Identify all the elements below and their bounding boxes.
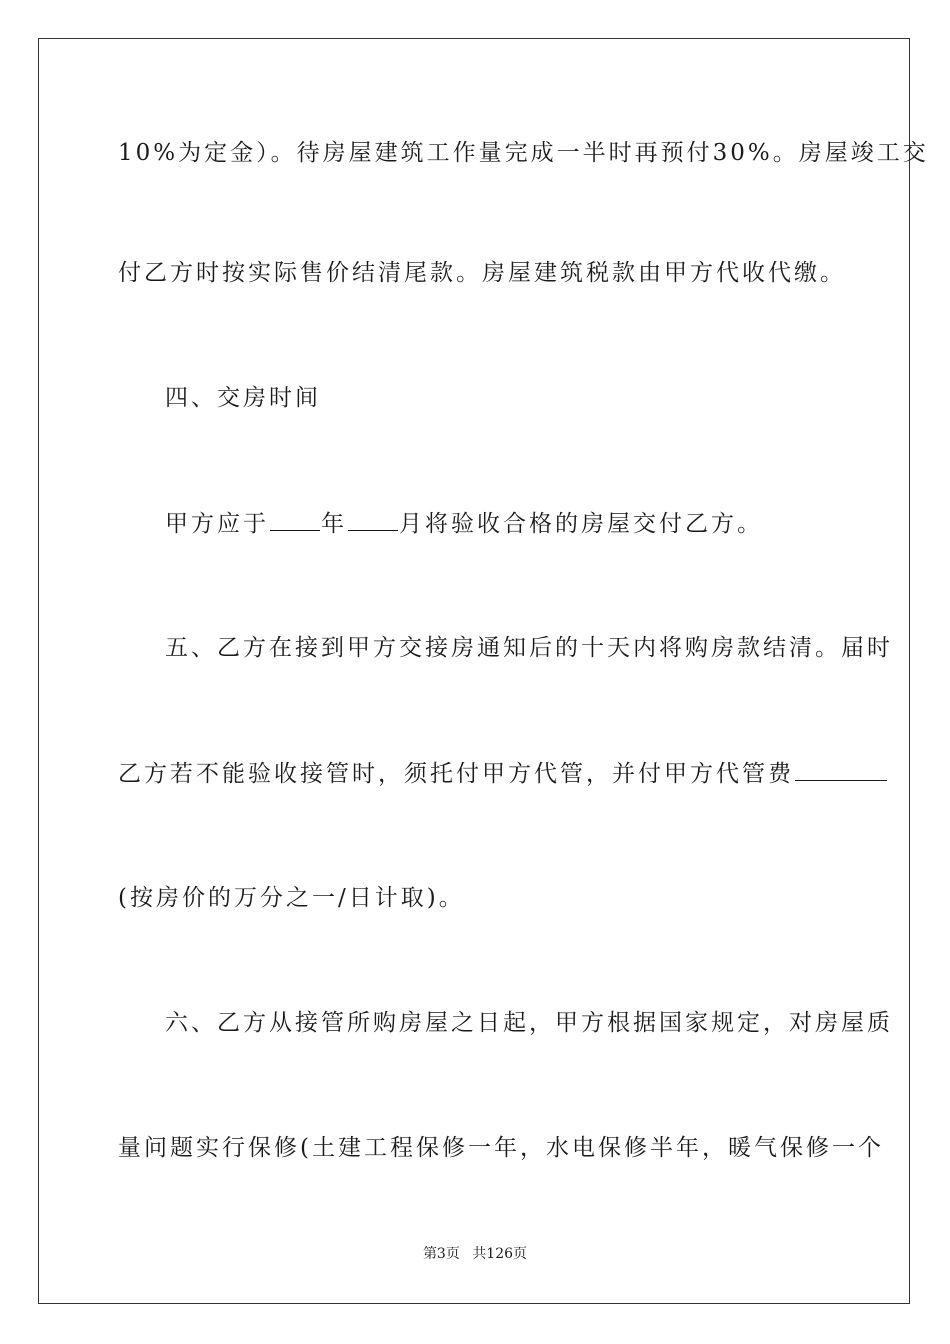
paragraph-line-1: 10%为定金）。待房屋建筑工作量完成一半时再预付30%。房屋竣工交 [118, 140, 929, 166]
paragraph-line-2: 付乙方时按实际售价结清尾款。房屋建筑税款由甲方代收代缴。 [118, 260, 846, 286]
page-number: 第3页 [422, 1246, 460, 1262]
page-border [38, 38, 929, 1304]
paragraph-line-6 [118, 758, 834, 789]
paragraph-line-8: 六、乙方从接管所购房屋之日起，甲方根据国家规定，对房屋质 [165, 1010, 893, 1036]
page-total: 共126页 [472, 1246, 528, 1262]
paragraph-line-7: (按房价的万分之一/日计取)。 [118, 885, 465, 911]
year-blank [270, 508, 320, 531]
page-footer [0, 1245, 950, 1263]
delivery-text-c: 月将验收合格的房屋交付乙方。 [399, 511, 763, 537]
custody-fee-text: 乙方若不能验收接管时，须托付甲方代管，并付甲方代管费 [118, 761, 794, 787]
custody-fee-blank [795, 758, 887, 781]
paragraph-line-5: 五、乙方在接到甲方交接房通知后的十天内将购房款结清。届时 [165, 635, 893, 661]
paragraph-line-delivery [165, 508, 834, 539]
delivery-text-b: 年 [321, 511, 347, 537]
delivery-text-a: 甲方应于 [165, 511, 269, 537]
paragraph-line-9: 量问题实行保修(土建工程保修一年，水电保修半年，暖气保修一个 [118, 1135, 884, 1161]
month-blank [348, 508, 398, 531]
section-heading-delivery-time: 四、交房时间 [165, 385, 321, 411]
